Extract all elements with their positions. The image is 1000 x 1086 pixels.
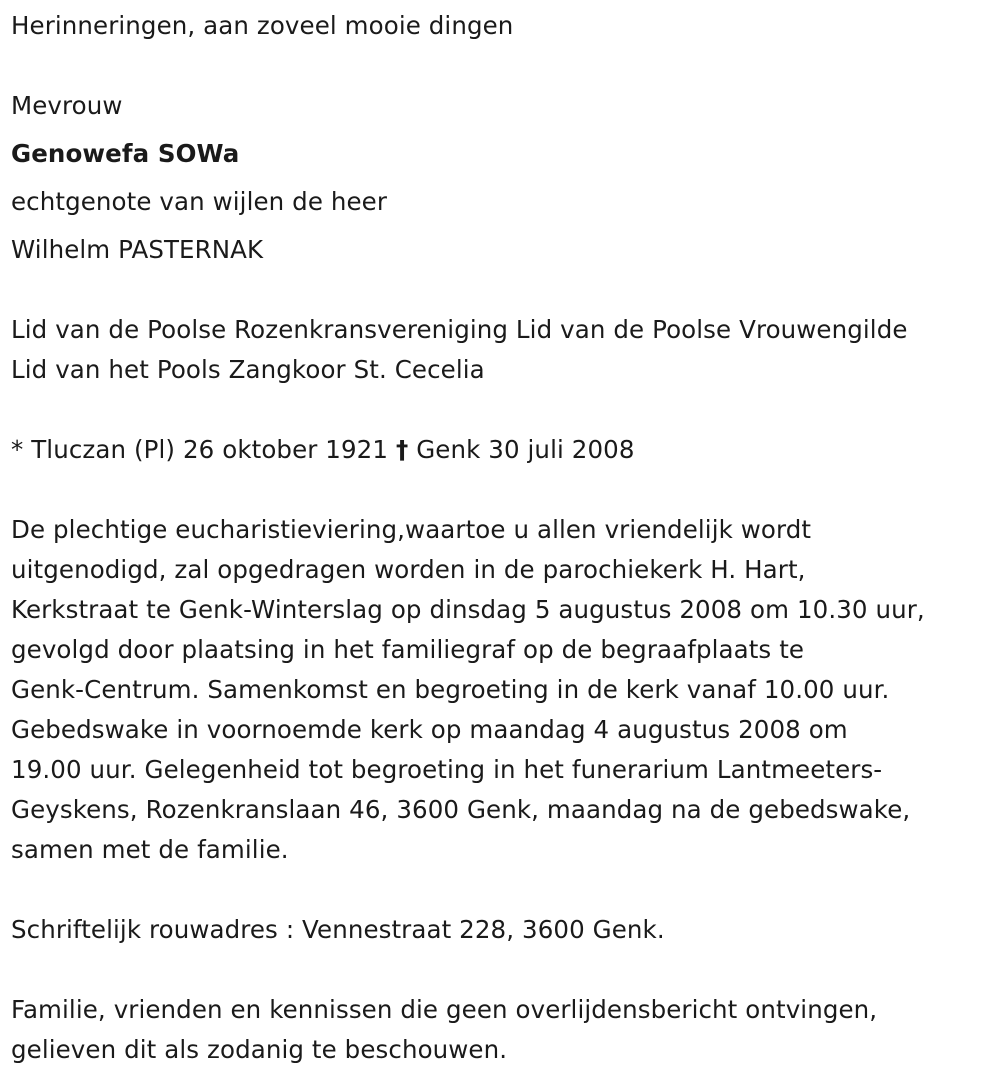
spouse-name: Wilhelm PASTERNAK (11, 235, 264, 264)
ceremony-line: uitgenodigd, zal opgedragen worden in de parochiekerk H. Hart, (11, 555, 806, 584)
title-prefix: Mevrouw (11, 91, 123, 120)
ceremony-line: De plechtige eucharistieviering,waartoe u allen vriendelijk wordt (11, 515, 812, 544)
membership-line: Lid van de Poolse Rozenkransvereniging Lid van de Poolse Vrouwengilde (11, 315, 908, 344)
spouse-intro: echtgenote van wijlen de heer (11, 187, 388, 216)
ceremony-line: samen met de familie. (11, 835, 289, 864)
ceremony-line: gevolgd door plaatsing in het familiegraf op de begraafplaats te (11, 635, 805, 664)
closing-line: Familie, vrienden en kennissen die geen overlijdensbericht ontvingen, (11, 995, 878, 1024)
ceremony-line: Genk-Centrum. Samenkomst en begroeting in de kerk vanaf 10.00 uur. (11, 675, 890, 704)
membership-line: Lid van het Pools Zangkoor St. Cecelia (11, 355, 485, 384)
closing-line: gelieven dit als zodanig te beschouwen. (11, 1035, 508, 1064)
ceremony-line: 19.00 uur. Gelegenheid tot begroeting in het funerarium Lantmeeters- (11, 755, 883, 784)
deceased-name: Genowefa SOWa (11, 139, 240, 168)
ceremony-line: Gebedswake in voornoemde kerk op maandag 4 augustus 2008 om (11, 715, 848, 744)
birth-date: * Tluczan (Pl) 26 oktober 1921 (11, 435, 389, 464)
ceremony-line: Kerkstraat te Genk-Winterslag op dinsdag 5 augustus 2008 om 10.30 uur, (11, 595, 925, 624)
ceremony-line: Geyskens, Rozenkranslaan 46, 3600 Genk, maandag na de gebedswake, (11, 795, 911, 824)
intro-text: Herinneringen, aan zoveel mooie dingen (11, 11, 514, 40)
mourning-address: Schriftelijk rouwadres : Vennestraat 228, 3600 Genk. (11, 915, 665, 944)
cross-icon: † (395, 435, 409, 464)
life-dates (11, 430, 635, 470)
death-date: Genk 30 juli 2008 (416, 435, 635, 464)
